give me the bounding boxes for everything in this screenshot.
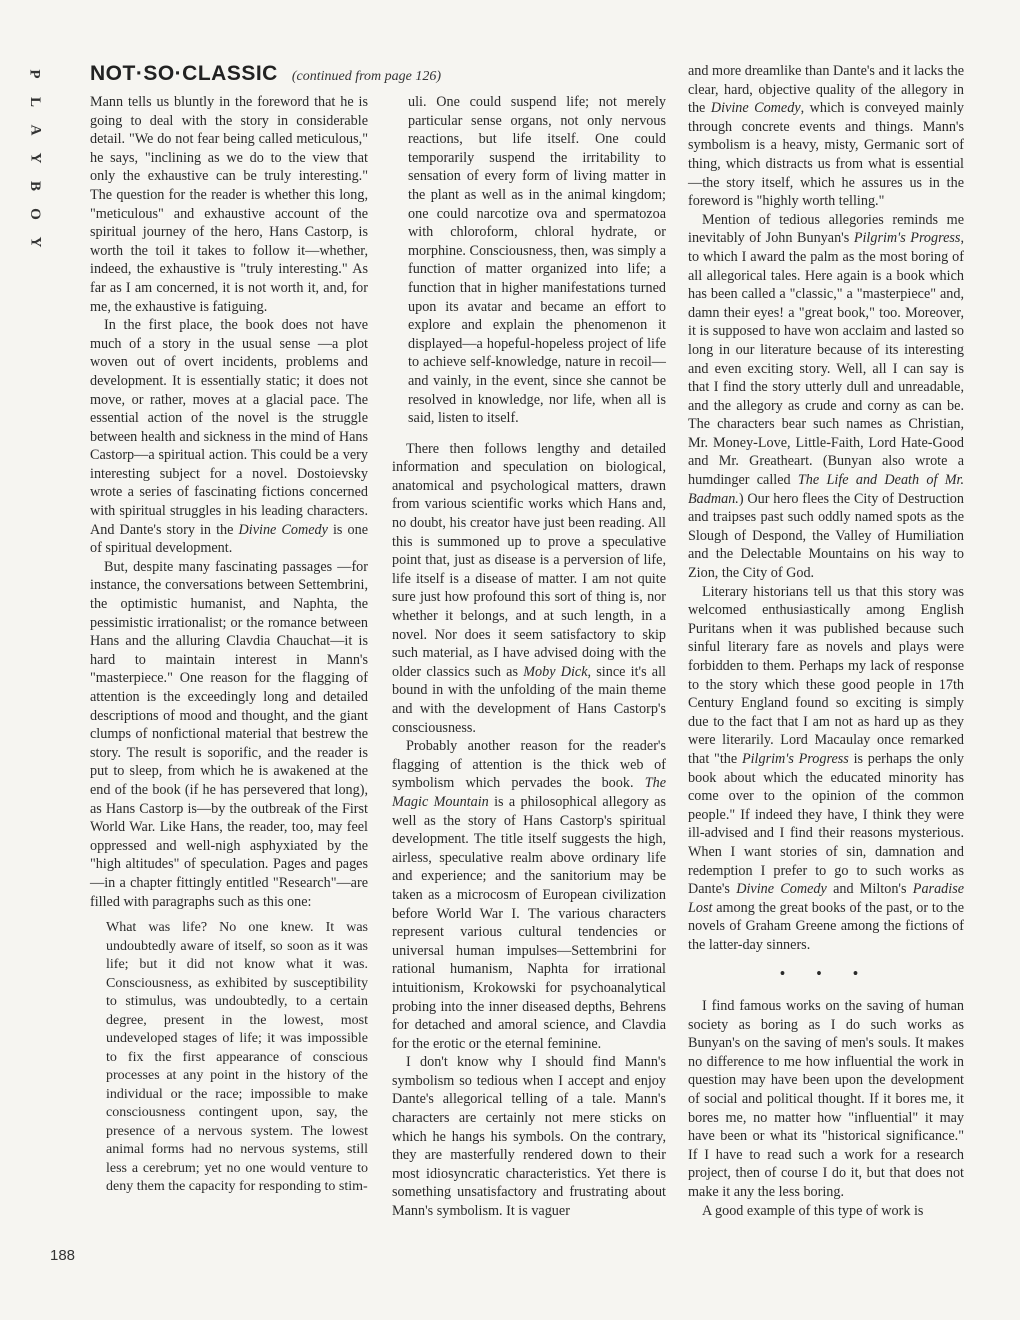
logo-letter: Y: [27, 152, 43, 164]
block-quote-continued: uli. One could suspend life; not merely particular sense organs, not only nervous reactions, but life itself. One could temporarily suspend the irritability to sensation of every form of living matter in the plant as well as in the animal kingdom; one could narcotize ova and spermatozoa with chloroform, chloral hydrate, or morphine. Consciousness, then, was simply a function of matter organized into life; a function that in higher manifestations turned upon its avatar and became an effort to explore and explain the phenomenon it displayed—a hopeful-hopeless project of life to achieve self-knowledge, nature in recoil—and vainly, in the event, since she cannot be resolved in knowledge, nor life, when all is said, listen to itself.: [408, 94, 666, 427]
logo-letter: L: [26, 96, 43, 108]
text-column-2: [392, 93, 666, 1221]
paragraph: In the first place, the book does not have much of a story in the usual sense —a plot woven out of overt incidents, problems and development. It is essentially static; it does not move, or rather, moves at a glacial pace. The essential action of the novel is the struggle between health and sickness in the mind of Hans Castorp—a spiritual action. This could be a very interesting subject for a novel. Dostoievsky wrote a series of fascinating fictions concerned with spiritual struggles in his leading characters. And Dante's story in the Divine Comedy is one of spiritual development.: [90, 317, 369, 557]
paragraph: Mann tells us bluntly in the foreword that he is going to deal with the story in considerable detail. "We do not fear being called meticulous," he says, "inclining as we do to the view that only the exhaustive can be truly interesting." The question for the reader is whether this long, "meticulous" and exhaustive account of the spiritual journey of the hero, Hans Castorp, is worth the toil it takes to follow it—whether, indeed, the exhaustive is "truly interesting." As far as I am concerned, it is not worth it, and, for me, the exhaustive is fatiguing.: [90, 94, 368, 315]
logo-letter: A: [27, 124, 43, 136]
paragraph: A good example of this type of work is: [702, 1202, 924, 1219]
paragraph: I don't know why I should find Mann's symbolism so tedious when I accept and enjoy Dante's allegorical telling of a tale. Mann's characters are certainly not mere sticks on which he hangs his symbols. On the contrary, they are masterfully rendered down to their most idiosyncratic characteristics. Yet there is something unsatisfactory and frustrating about Mann's symbolism. It is vaguer: [392, 1054, 666, 1220]
block-quote: What was life? No one knew. It was undoubtedly aware of itself, so soon as it was life; but it did not know what it was. Consciousness, as exhibited by susceptibility to stimulus, was undoubtedly, to a certain degree, present in the lowest, most undeveloped stages of life; it was impossible to fix the first appearance of conscious processes at any point in the history of the individual or the race; impossible to make consciousness contingent upon, say, the presence of a nervous system. The lowest animal forms had no nervous systems, still less a cerebrum; yet no one would venture to deny them the capacity for responding to stim-: [106, 920, 368, 1195]
logo-letter: B: [26, 180, 43, 192]
paragraph: and more dreamlike than Dante's and it lacks the clear, hard, objective quality of the allegory in the Divine Comedy, which is conveyed mainly through concrete events and things. Mann's symbolism is a heavy, misty, Germanic sort of thing, which distracts us from what is essential—the story itself, which he assures us in the foreword is "highly worth telling.": [688, 63, 964, 210]
magazine-side-logo: [22, 62, 48, 248]
logo-letter: P: [26, 69, 43, 79]
paragraph: I find famous works on the saving of human society as boring as I do such works as Bunyan's on the saving of men's souls. It makes no difference to me how influential the work in question may have been upon the development of social and political thought. If it bores me, it bores me, no matter how "influential" it may have been or what its "historical significance." If I have to read such a work for a research project, then of course I do it, but that does not make it any the less boring.: [688, 998, 964, 1201]
article-title: NOT·SO·CLASSIC: [90, 62, 278, 85]
paragraph: There then follows lengthy and detailed information and speculation on biological, anatomical and psychological matters, drawn from various scientific works which Hans and, no doubt, his creator have just been reading. All this is summoned up to prove a speculative point that, just as disease is a perversion of life, life itself is a disease of matter. I am not quite sure just how profound this sort of thing is, nor whether it belongs, and at such length, in a novel. Nor does it seem satisfactory to skip such material, as I have advised doing with the older classics such as Moby Dick, since it's all bound in with the unfolding of the main theme and with the development of Hans Castorp's consciousness.: [392, 440, 666, 736]
paragraph: Mention of tedious allegories reminds me inevitably of John Bunyan's Pilgrim's Progress, to which I award the palm as the most boring of all allegorical tales. Here again is a book which has been called a "classic," a "masterpiece" and, damn their eyes! a "great book," too. Moreover, it is supposed to have won acclaim and lasted so long in our literature because of its interesting and even exciting story. Well, all I can say is that I find the story utterly dull and unreadable, and the allegory as crude and corny as can be. The characters bear such names as Christian, Mr. Money-Love, Little-Faith, Lord Hate-Good and Mr. Greatheart. (Bunyan also wrote a humdinger called The Life and Death of Mr. Badman.) Our hero flees the City of Destruction and traipses past such oddly named spots as the Slough of Despond, the Valley of Humiliation and the Delectable Mountains on his way to Zion, the City of God.: [688, 211, 965, 582]
continued-note: (continued from page 126): [291, 69, 442, 84]
page-number: 188: [50, 1247, 76, 1264]
logo-letter: Y: [27, 236, 43, 248]
section-break: • • •: [780, 965, 872, 982]
paragraph: But, despite many fascinating passages —for instance, the conversations between Settembrini, the optimistic humanist, and Naphta, the pessimistic irrationalist; or the romance between Hans and the alluring Clavdia Chauchat—it is hard to maintain interest in Mann's "masterpiece." One reason for the flagging of attention is the exceedingly long and detailed descriptions of mood and thought, and the giant clumps of nonfictional material that bestrew the story. The result is soporific, and the reader is put to sleep, from which he is awakened at the end of the book (if he has persevered that long), as Hans Castorp is—by the outbreak of the First World War. Like Hans, the reader, too, may feel oppressed and well-nigh asphyxiated by the "high altitudes" of speculation. Pages and pages—in a chapter fittingly entitled "Research"—are filled with paragraphs such as this one:: [90, 558, 368, 910]
paragraph: Probably another reason for the reader's flagging of attention is the thick web of symbolism which pervades the book. The Magic Mountain is a philosophical allegory as well as the story of Hans Castorp's spiritual development. The title itself suggests the high, airless, speculative realm above ordinary life and experience; and the sanitorium may be taken as a microcosm of European civilization before World War I. The various characters represent various cultural tendencies or universal human impulses—Settembrini for rational humanism, Naphta for irrational intuitionism, Krokowski for psychoanalytical probing into the inner diseased depths, Behrens for detached and amoral science, and Clavdia for the erotic or the eternal feminine.: [392, 738, 666, 1052]
text-column-1: [90, 93, 368, 1197]
logo-letter: O: [26, 208, 43, 220]
text-column-3: [688, 62, 964, 1220]
paragraph: Literary historians tell us that this story was welcomed enthusiastically among English Puritans when it was published because such sinful literary fare as novels and plays were forbidden to them. Perhaps my lack of response to the story which these good people in 17th Century England found so exciting is simply due to the fact that I am not as hard up as they were literarily. Lord Macaulay once remarked that "the Pilgrim's Progress is perhaps the only book about which the educated minority has come over to the opinion of the common people." If indeed they have, I think they were ill-advised and I find their reasons mysterious. When I want stories of sin, damnation and redemption I prefer to go to such works as Dante's Divine Comedy and Milton's Paradise Lost among the great books of the past, or to the novels of Graham Greene among the fictions of the latter-day sinners.: [688, 583, 965, 953]
article-header: [90, 62, 590, 86]
